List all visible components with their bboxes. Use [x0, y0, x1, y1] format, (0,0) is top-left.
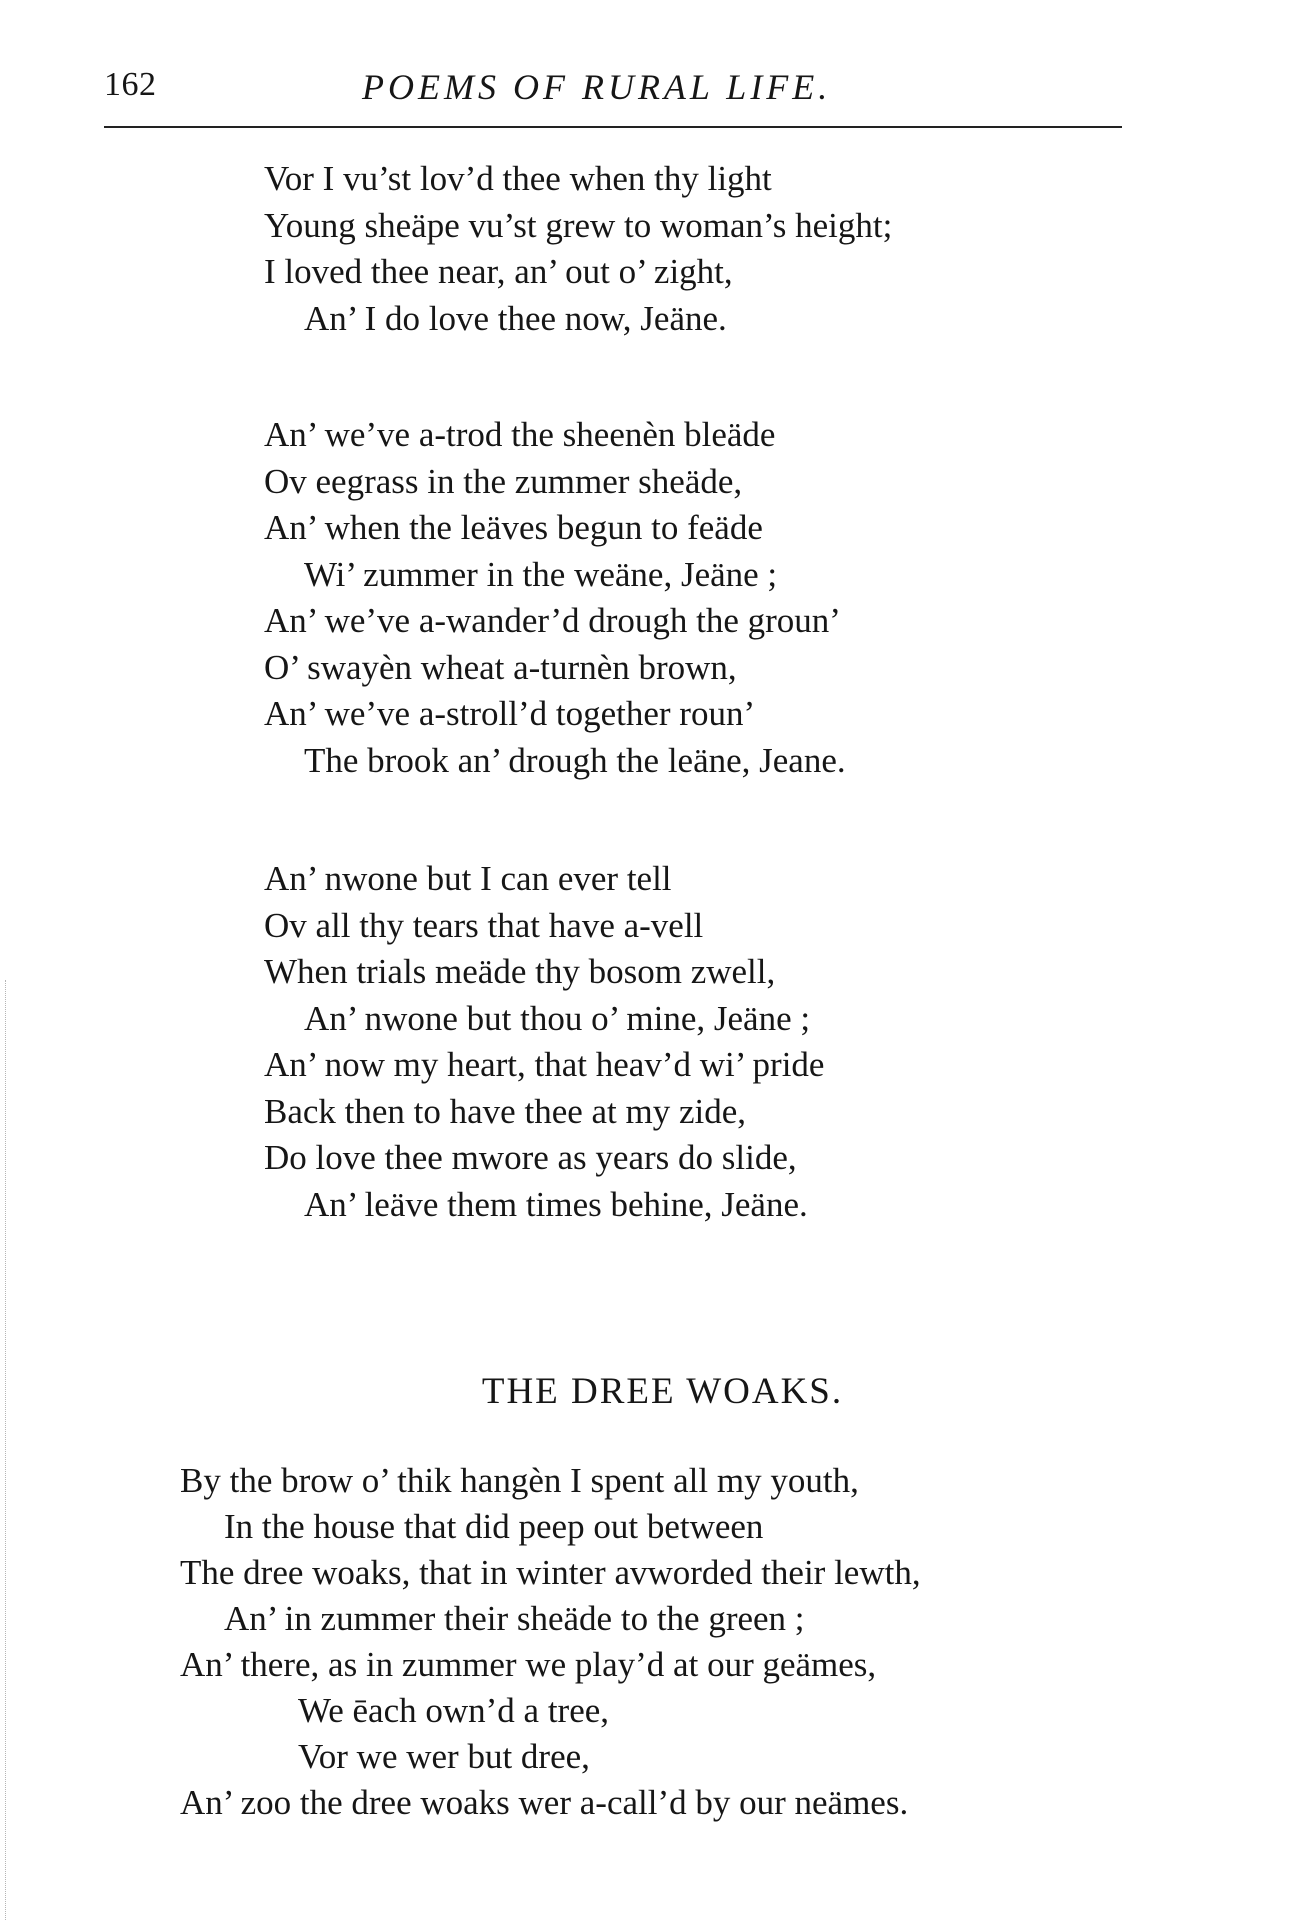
poem-line: An’ there, as in zummer we play’d at our geämes, — [180, 1645, 877, 1684]
poem-line: In the house that did peep out between — [224, 1507, 764, 1546]
poem-line: O’ swayèn wheat a-turnèn brown, — [264, 647, 737, 687]
running-title: POEMS OF RURAL LIFE. — [362, 67, 832, 107]
poem-line: An’ nwone but thou o’ mine, Jeäne ; — [304, 998, 811, 1038]
stanza-2 — [264, 412, 846, 784]
header-rule — [104, 126, 1122, 128]
poem-line: Do love thee mwore as years do slide, — [264, 1138, 797, 1177]
poem-line: An’ zoo the dree woaks wer a-call’d by our neämes. — [180, 1783, 909, 1822]
page-header — [0, 62, 1295, 112]
poem-title: THE DREE WOAKS. — [481, 1371, 844, 1412]
poem-line: Vor we wer but dree, — [298, 1737, 590, 1776]
poem-line: An’ we’ve a-stroll’d together roun’ — [264, 694, 756, 733]
poem-line: An’ in zummer their sheäde to the green ; — [224, 1599, 805, 1638]
poem-line: The brook an’ drough the leäne, Jeane. — [304, 740, 846, 780]
poem-line: An’ I do love thee now, Jeäne. — [304, 298, 727, 338]
poem-line: Ov all thy tears that have a-vell — [264, 905, 704, 945]
poem-line: We ēach own’d a tree, — [298, 1691, 610, 1730]
poem-line: Wi’ zummer in the weäne, Jeäne ; — [304, 554, 778, 594]
stanza-3 — [264, 856, 824, 1228]
page-number: 162 — [104, 66, 157, 103]
page-edge-mark — [5, 980, 6, 1920]
stanza-1 — [264, 156, 892, 342]
poem-line: I loved thee near, an’ out o’ zight, — [264, 252, 733, 291]
poem-line: An’ we’ve a-wander’d drough the groun’ — [264, 601, 841, 640]
poem-line: Ov eegrass in the zummer sheäde, — [264, 461, 743, 501]
poem-line: Back then to have thee at my zide, — [264, 1091, 747, 1131]
poem-line: Young sheäpe vu’st grew to woman’s height; — [264, 205, 893, 245]
poem-line: When trials meäde thy bosom zwell, — [264, 952, 776, 991]
poem-line: Vor I vu’st lov’d thee when thy light — [264, 159, 772, 198]
poem-line: An’ we’ve a-trod the sheenèn bleäde — [264, 415, 776, 454]
poem-dree-woaks — [180, 1458, 921, 1826]
poem-line: An’ now my heart, that heav’d wi’ pride — [264, 1045, 825, 1084]
poem-line: An’ when the leäves begun to feäde — [264, 508, 763, 547]
poem-line: By the brow o’ thik hangèn I spent all my youth, — [180, 1461, 859, 1500]
poem-line: An’ leäve them times behine, Jeäne. — [304, 1184, 808, 1224]
poem-line: The dree woaks, that in winter avworded their lewth, — [180, 1553, 921, 1592]
poem-line: An’ nwone but I can ever tell — [264, 859, 672, 898]
